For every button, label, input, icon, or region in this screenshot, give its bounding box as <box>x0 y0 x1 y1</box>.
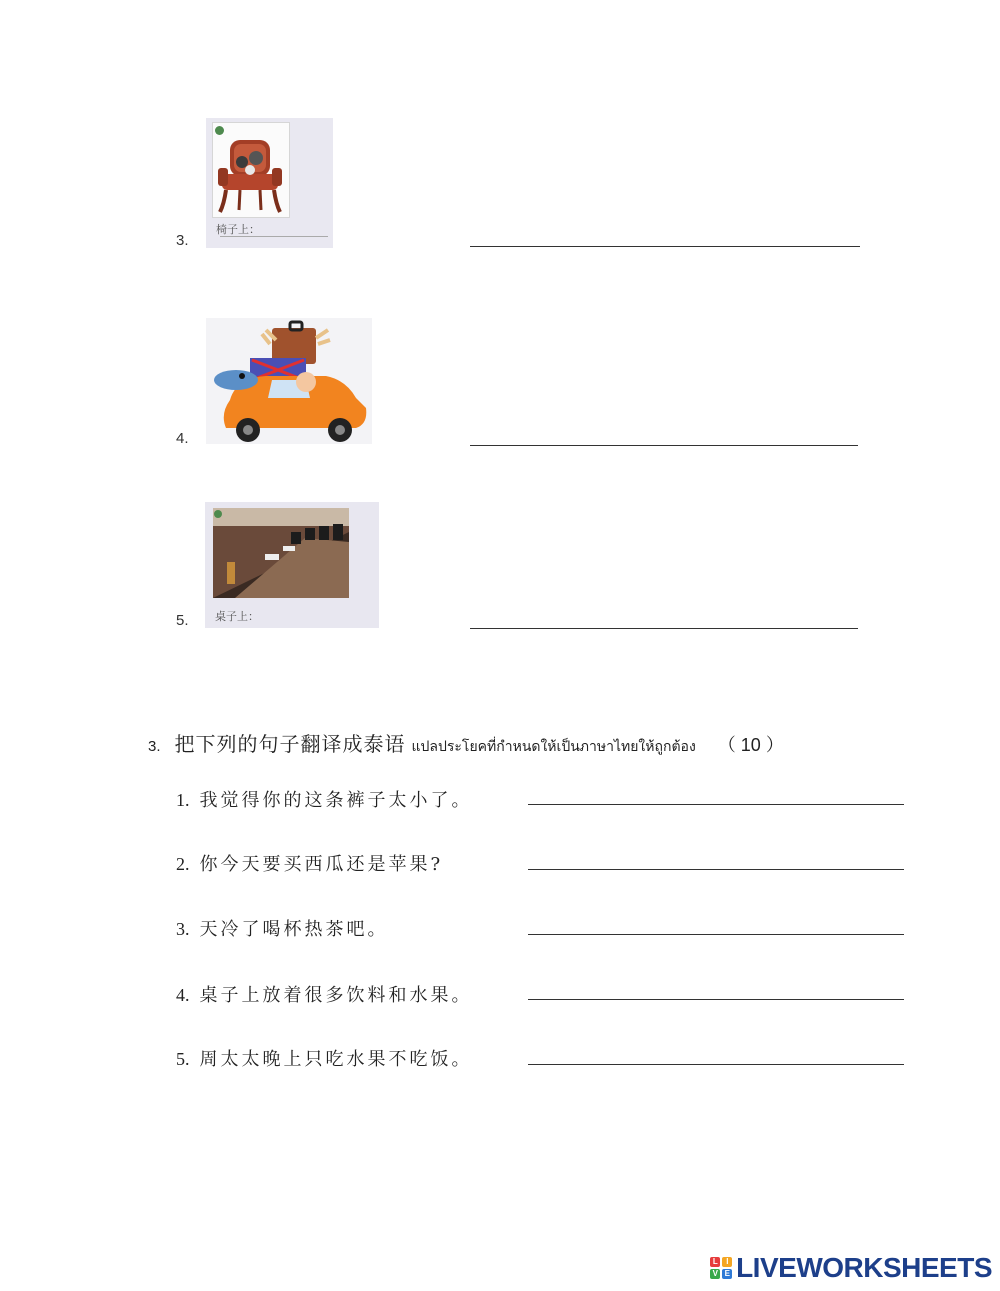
answer-line-sentence-2[interactable] <box>528 869 904 870</box>
item-5-number: 5. <box>176 612 189 629</box>
sentence-text: 天冷了喝杯热茶吧。 <box>199 919 389 940</box>
table-caption: 桌子上： <box>215 610 259 623</box>
sentence-number: 5. <box>176 1049 190 1069</box>
car-picture <box>206 318 372 444</box>
section-points: （ 10 ） <box>717 735 784 755</box>
answer-line-item-4[interactable] <box>470 445 858 446</box>
sentence-2 <box>176 850 443 876</box>
car-icon <box>206 318 372 444</box>
sentence-1 <box>176 786 473 812</box>
liveworksheets-logo[interactable] <box>710 1252 992 1284</box>
answer-line-sentence-5[interactable] <box>528 1064 904 1065</box>
section-3-heading <box>148 728 784 758</box>
answer-line-sentence-1[interactable] <box>528 804 904 805</box>
sentence-3 <box>176 915 389 941</box>
item-3-number: 3. <box>176 232 189 249</box>
sentence-text: 周太太晚上只吃水果不吃饭。 <box>199 1049 473 1070</box>
table-picture <box>205 502 379 628</box>
chair-caption: 椅子上： <box>216 223 260 236</box>
sentence-number: 2. <box>176 854 190 874</box>
logo-text: LIVEWORKSHEETS <box>736 1252 992 1283</box>
sentence-text: 桌子上放着很多饮料和水果。 <box>199 985 473 1006</box>
section-title-thai: แปลประโยคที่กำหนดให้เป็นภาษาไทยให้ถูกต้อง <box>411 739 696 755</box>
sentence-text: 你今天要买西瓜还是苹果? <box>199 854 444 875</box>
sentence-number: 4. <box>176 985 190 1005</box>
answer-line-sentence-4[interactable] <box>528 999 904 1000</box>
logo-blocks-icon: L I V E <box>710 1257 732 1279</box>
section-number: 3. <box>148 738 161 755</box>
answer-line-item-5[interactable] <box>470 628 858 629</box>
sentence-number: 3. <box>176 919 190 939</box>
item-4-number: 4. <box>176 430 189 447</box>
sentence-4 <box>176 981 473 1007</box>
sentence-5 <box>176 1045 473 1071</box>
section-title-chinese: 把下列的句子翻译成泰语 <box>174 732 406 756</box>
answer-line-sentence-3[interactable] <box>528 934 904 935</box>
answer-line-item-3[interactable] <box>470 246 860 247</box>
sentence-number: 1. <box>176 790 190 810</box>
chair-picture <box>206 118 333 248</box>
sentence-text: 我觉得你的这条裤子太小了。 <box>199 790 473 811</box>
